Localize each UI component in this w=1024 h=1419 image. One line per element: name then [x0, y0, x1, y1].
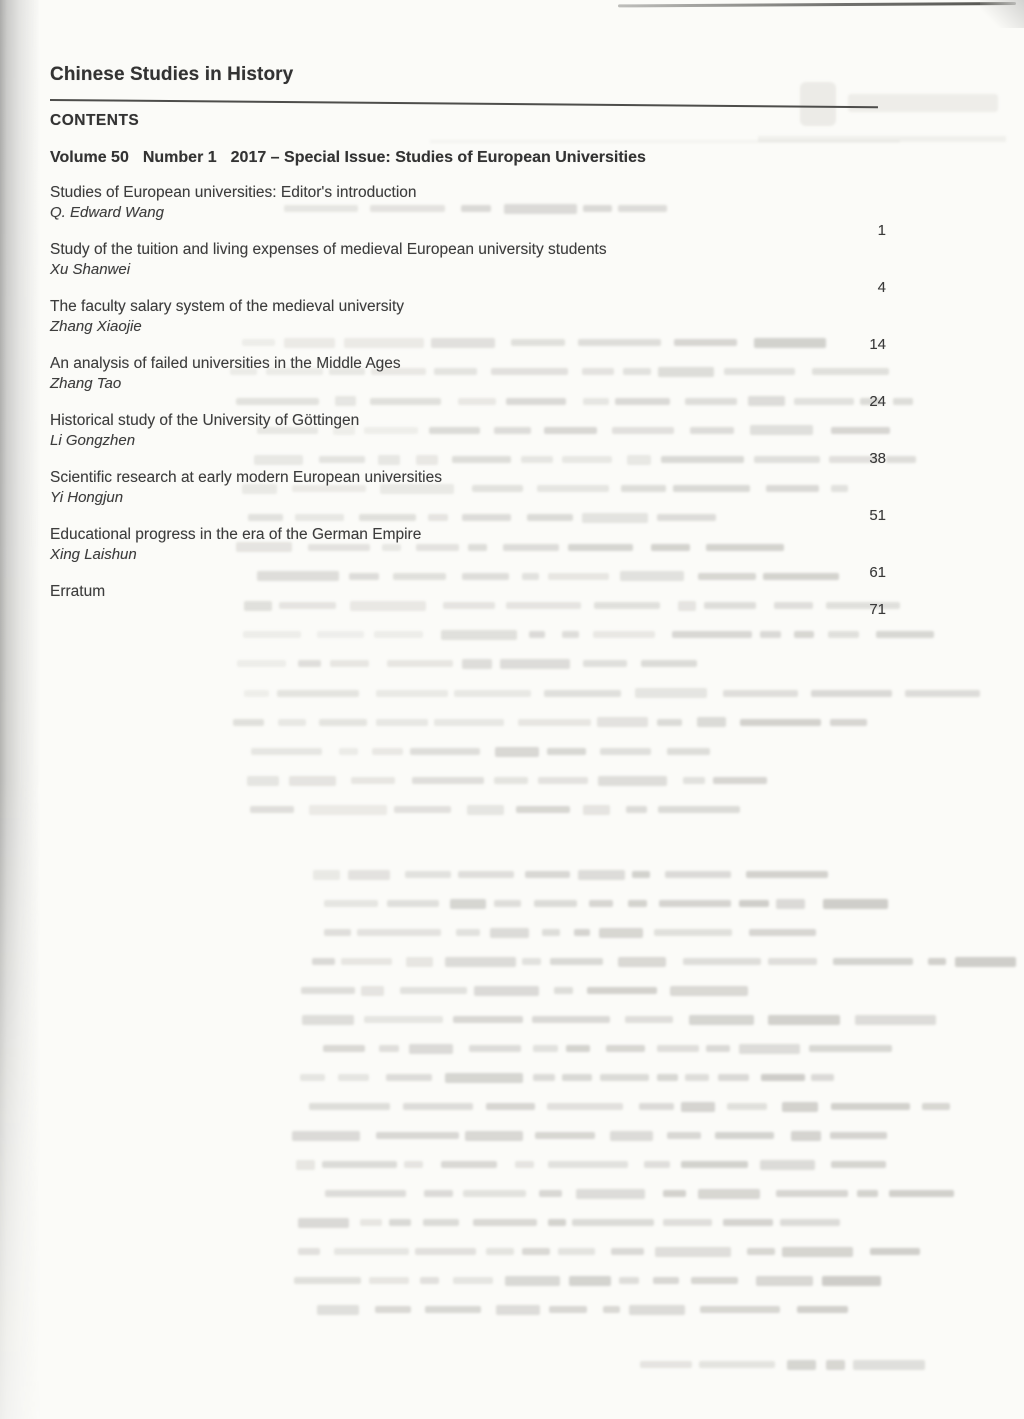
article-author: Zhang Xiaojie [50, 318, 142, 335]
scanned-contents-page [50, 64, 886, 619]
toc-entry [50, 582, 886, 618]
toc-list [50, 183, 886, 618]
issue-info-line [50, 149, 886, 167]
article-page-number: 38 [869, 450, 886, 467]
toc-entry [50, 468, 886, 524]
toc-entry [50, 297, 886, 353]
number-label: Number 1 [142, 149, 217, 166]
article-page-number: 14 [869, 336, 886, 353]
article-page-number: 24 [869, 393, 886, 410]
article-title: Educational progress in the era of the German Empire [50, 526, 422, 543]
article-page-number: 71 [869, 601, 886, 618]
article-author: Zhang Tao [50, 375, 122, 392]
toc-entry [50, 525, 886, 581]
article-title: The faculty salary system of the medieval university [50, 298, 405, 315]
article-title: Scientific research at early modern European universities [50, 469, 442, 486]
article-author: Li Gongzhen [50, 432, 136, 449]
scan-corner-shade [980, 0, 1024, 28]
toc-entry [50, 354, 886, 410]
article-page-number: 1 [877, 222, 886, 239]
article-title: Studies of European universities: Editor's introduction [50, 184, 417, 201]
article-author: Yi Hongjun [50, 489, 124, 506]
article-page-number: 51 [869, 507, 886, 524]
toc-entry [50, 183, 886, 239]
article-author: Xing Laishun [50, 546, 137, 563]
article-title: Historical study of the University of Göttingen [50, 412, 360, 429]
article-title: Erratum [50, 583, 106, 600]
special-issue-label: 2017 – Special Issue: Studies of European Universities [230, 149, 646, 166]
article-author: Q. Edward Wang [50, 204, 164, 221]
volume-label: Volume 50 [50, 149, 129, 166]
toc-entry [50, 411, 886, 467]
article-author: Xu Shanwei [50, 261, 131, 278]
article-page-number: 4 [877, 279, 886, 296]
header-rule [50, 99, 878, 108]
contents-heading: CONTENTS [50, 112, 140, 129]
scan-left-edge-shadow [0, 0, 40, 1419]
article-page-number: 61 [869, 564, 886, 581]
article-title: An analysis of failed universities in the Middle Ages [50, 355, 401, 372]
article-title: Study of the tuition and living expenses of medieval European university students [50, 241, 607, 258]
toc-entry [50, 240, 886, 296]
journal-title: Chinese Studies in History [50, 64, 294, 85]
